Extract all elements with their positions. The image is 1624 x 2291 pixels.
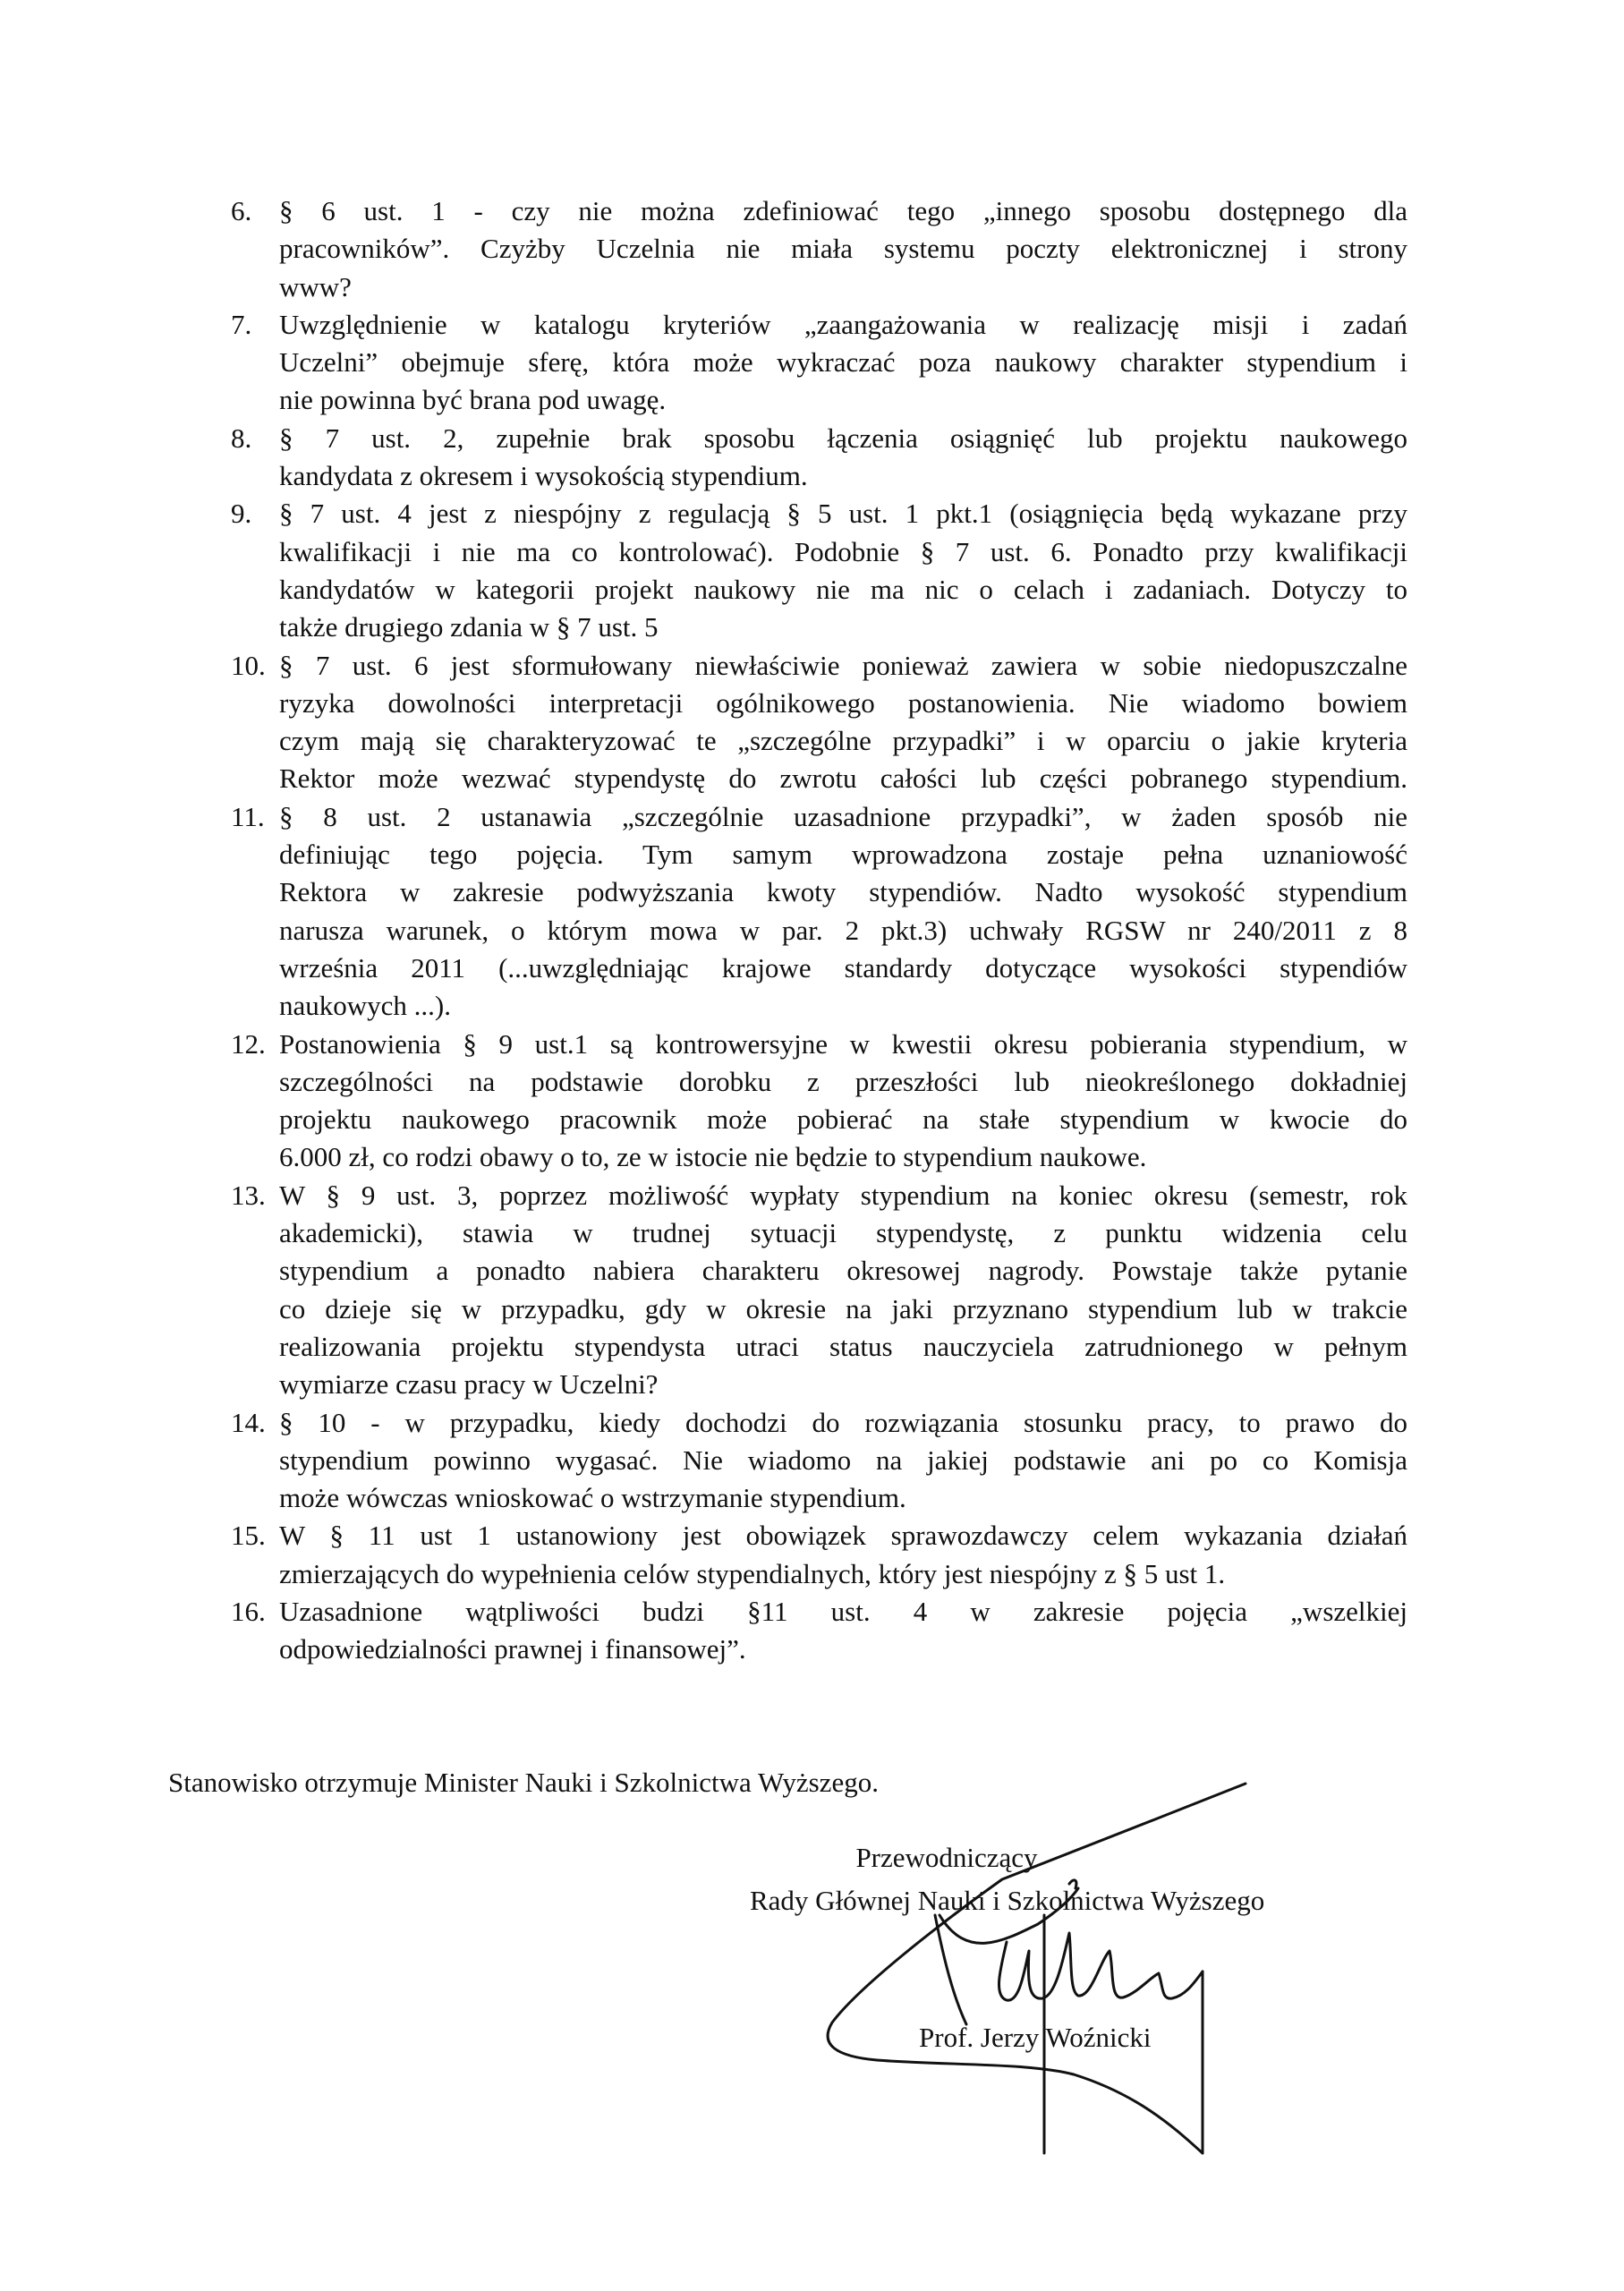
item-text — [279, 192, 1407, 306]
list-item — [231, 1177, 1407, 1404]
item-text — [279, 1026, 1407, 1177]
text-line: § 7 ust. 4 jest z niespójny z regulacją § 5 ust. 1 pkt.1 (osiągnięcia będą wykazane przy — [279, 498, 1407, 530]
closing-statement: Stanowisko otrzymuje Minister Nauki i Szkolnictwa Wyższego. — [168, 1767, 879, 1798]
list-item — [231, 647, 1407, 798]
text-line: § 8 ust. 2 ustanawia „szczególnie uzasadnione przypadki”, w żaden sposób nie — [279, 800, 1407, 832]
signature-stroke-letters — [999, 1933, 1203, 2000]
text-line: akademicki), stawia w trudnej sytuacji stypendystę, z punktu widzenia celu — [279, 1217, 1407, 1249]
text-line: czym mają się charakteryzować te „szczególne przypadki” i w oparciu o jakie kryteria — [279, 725, 1407, 757]
list-item — [231, 1404, 1407, 1518]
text-line: Rektor może wezwać stypendystę do zwrotu całości lub części pobranego stypendium. — [279, 762, 1407, 795]
item-number: 16. — [231, 1595, 266, 1627]
text-line: § 6 ust. 1 - czy nie można zdefiniować tego „innego sposobu dostępnego dla — [279, 195, 1407, 226]
item-text — [279, 647, 1407, 798]
text-line: września 2011 (...uwzględniając krajowe standardy dotyczące wysokości stypendiów — [279, 951, 1407, 984]
remarks-list — [231, 192, 1407, 1669]
text-line: Uwzględnienie w katalogu kryteriów „zaangażowania w realizację misji i zadań — [279, 308, 1407, 340]
text-line: projektu naukowego pracownik może pobierać na stałe stypendium w kwocie do — [279, 1103, 1407, 1136]
item-number: 15. — [231, 1520, 266, 1552]
text-line: § 10 - w przypadku, kiedy dochodzi do rozwiązania stosunku pracy, to prawo do — [279, 1406, 1407, 1438]
list-item — [231, 420, 1407, 496]
text-line: pracowników”. Czyżby Uczelnia nie miała systemu poczty elektronicznej i strony — [279, 233, 1407, 265]
list-item — [231, 1517, 1407, 1593]
item-number: 13. — [231, 1179, 266, 1211]
item-number: 7. — [231, 308, 252, 340]
text-line: www? — [279, 270, 352, 302]
text-line: ryzyka dowolności interpretacji ogólnikowego postanowienia. Nie wiadomo bowiem — [279, 686, 1407, 719]
text-line: stypendium a ponadto nabiera charakteru okresowej nagrody. Powstaje także pytanie — [279, 1255, 1407, 1287]
item-text — [279, 798, 1407, 1026]
item-number: 6. — [231, 195, 252, 226]
item-number: 9. — [231, 498, 252, 530]
text-line: szczególności na podstawie dorobku z przeszłości lub nieokreślonego dokładniej — [279, 1065, 1407, 1097]
text-line: wymiarze czasu pracy w Uczelni? — [279, 1368, 659, 1401]
signature-stroke-diagonal — [935, 1915, 966, 2024]
item-text — [279, 1517, 1407, 1593]
text-line: może wówczas wnioskować o wstrzymanie stypendium. — [279, 1482, 906, 1514]
text-line: 6.000 zł, co rodzi obawy o to, ze w istocie nie będzie to stypendium naukowe. — [279, 1141, 1147, 1173]
text-line: narusza warunek, o którym mowa w par. 2 pkt.3) uchwały RGSW nr 240/2011 z 8 — [279, 914, 1407, 946]
item-text — [279, 306, 1407, 420]
list-item — [231, 1593, 1407, 1669]
item-text — [279, 1593, 1407, 1669]
text-line: kandydata z okresem i wysokością stypendium. — [279, 460, 808, 492]
text-line: W § 9 ust. 3, poprzez możliwość wypłaty stypendium na koniec okresu (semestr, rok — [279, 1179, 1407, 1211]
item-number: 11. — [231, 800, 265, 832]
text-line: nie powinna być brana pod uwagę. — [279, 384, 667, 416]
text-line: naukowych ...). — [279, 990, 451, 1022]
text-line: W § 11 ust 1 ustanowiony jest obowiązek sprawozdawczy celem wykazania działań — [279, 1520, 1407, 1552]
signatory-title: Przewodniczący — [855, 1842, 1038, 1873]
text-line: Uzasadnione wątpliwości budzi §11 ust. 4 w zakresie pojęcia „wszelkiej — [279, 1595, 1407, 1627]
signatory-organization: Rady Głównej Nauki i Szkolnictwa Wyższego — [750, 1885, 1265, 1916]
text-line: co dzieje się w przypadku, gdy w okresie na jaki przyznano stypendium lub w trakcie — [279, 1292, 1407, 1324]
text-line: Postanowienia § 9 ust.1 są kontrowersyjne w kwestii okresu pobierania stypendium, w — [279, 1027, 1407, 1060]
text-line: zmierzających do wypełnienia celów stypendialnych, który jest niespójny z § 5 ust 1. — [279, 1557, 1226, 1589]
text-line: także drugiego zdania w § 7 ust. 5 — [279, 611, 659, 643]
text-line: stypendium powinno wygasać. Nie wiadomo na jakiej podstawie ani po co Komisja — [279, 1444, 1407, 1476]
item-text — [279, 1404, 1407, 1518]
list-item — [231, 798, 1407, 1026]
text-line: § 7 ust. 2, zupełnie brak sposobu łączenia osiągnięć lub projektu naukowego — [279, 422, 1407, 454]
text-line: kwalifikacji i nie ma co kontrolować). Podobnie § 7 ust. 6. Ponadto przy kwalifikacji — [279, 535, 1407, 567]
text-line: odpowiedzialności prawnej i finansowej”. — [279, 1633, 746, 1665]
item-text — [279, 420, 1407, 496]
list-item — [231, 306, 1407, 420]
signatory-name: Prof. Jerzy Woźnicki — [919, 2022, 1152, 2053]
item-number: 8. — [231, 422, 252, 454]
item-text — [279, 495, 1407, 646]
text-line: Uczelni” obejmuje sferę, która może wykraczać poza naukowy charakter stypendium i — [279, 346, 1407, 379]
item-number: 14. — [231, 1406, 266, 1438]
list-item — [231, 495, 1407, 646]
text-line: Rektora w zakresie podwyższania kwoty stypendiów. Nadto wysokość stypendium — [279, 876, 1407, 908]
text-line: § 7 ust. 6 jest sformułowany niewłaściwie ponieważ zawiera w sobie niedopuszczalne — [279, 649, 1407, 681]
list-item — [231, 1026, 1407, 1177]
text-line: realizowania projektu stypendysta utraci status nauczyciela zatrudnionego w pełnym — [279, 1330, 1407, 1362]
text-line: definiując tego pojęcia. Tym samym wprowadzona zostaje pełna uznaniowość — [279, 839, 1407, 871]
text-line: kandydatów w kategorii projekt naukowy nie ma nic o celach i zadaniach. Dotyczy to — [279, 573, 1407, 605]
item-text — [279, 1177, 1407, 1404]
item-number: 10. — [231, 649, 266, 681]
item-number: 12. — [231, 1027, 266, 1060]
list-item — [231, 192, 1407, 306]
